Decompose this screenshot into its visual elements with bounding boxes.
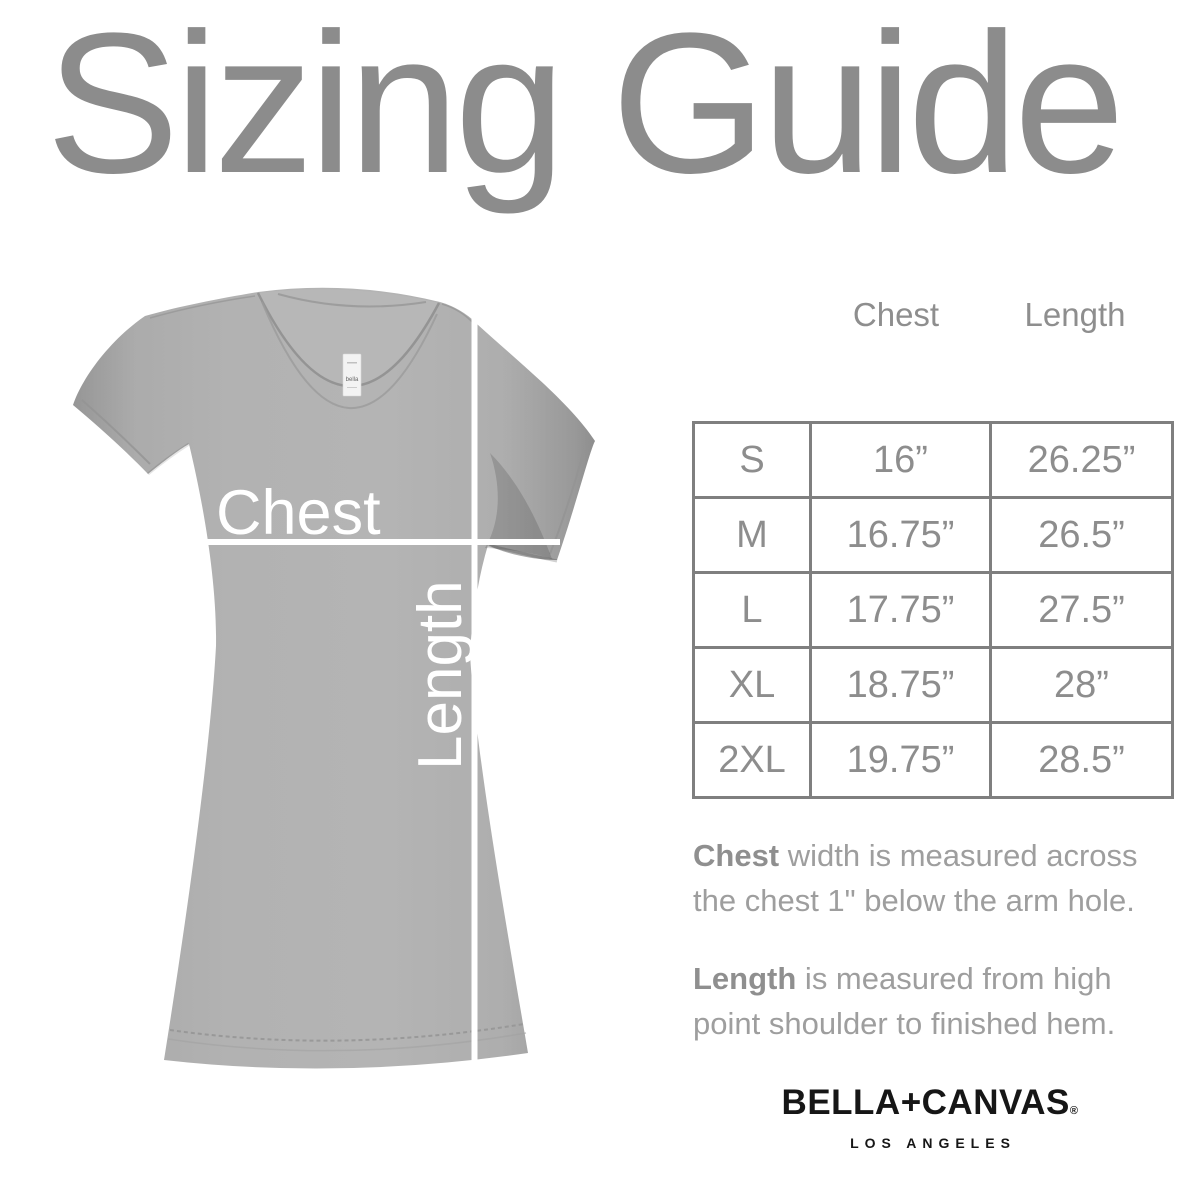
neck-tag-text: bella (345, 377, 359, 383)
length-cell: 26.25” (991, 423, 1173, 498)
chest-cell: 16.75” (811, 498, 991, 573)
size-cell: XL (694, 648, 811, 723)
registered-mark: ® (1069, 1105, 1079, 1117)
chest-note (693, 833, 1171, 923)
chest-cell: 19.75” (811, 723, 991, 798)
table-row (694, 423, 1173, 498)
table-row (694, 573, 1173, 648)
length-note (693, 956, 1171, 1046)
length-note-line1: is measured from high (796, 961, 1112, 996)
chest-cell: 16” (811, 423, 991, 498)
chest-cell: 18.75” (811, 648, 991, 723)
chest-overlay-label: Chest (216, 478, 381, 548)
chest-note-line2: the chest 1" below the arm hole. (693, 883, 1135, 918)
length-note-line2: point shoulder to finished hem. (693, 1006, 1116, 1041)
brand-logo: BELLA+CANVAS (781, 1083, 1070, 1122)
size-table (692, 421, 1174, 799)
chest-note-line1: width is measured across (779, 838, 1138, 873)
chest-note-lead: Chest (693, 838, 780, 873)
neck-tag (343, 354, 361, 396)
length-cell: 27.5” (991, 573, 1173, 648)
length-cell: 28” (991, 648, 1173, 723)
size-cell: S (694, 423, 811, 498)
table-row (694, 498, 1173, 573)
tshirt-photo (30, 278, 640, 1078)
size-cell: 2XL (694, 723, 811, 798)
measurement-notes (693, 833, 1171, 1046)
table-header-chest: Chest (852, 296, 940, 333)
table-row (694, 723, 1173, 798)
length-note-lead: Length (693, 961, 797, 996)
table-row (694, 648, 1173, 723)
size-cell: L (694, 573, 811, 648)
page-title: Sizing Guide (46, 0, 1120, 215)
brand-block (692, 1084, 1168, 1151)
length-overlay-label: Length (406, 580, 475, 770)
size-cell: M (694, 498, 811, 573)
chest-cell: 17.75” (811, 573, 991, 648)
length-cell: 26.5” (991, 498, 1173, 573)
length-cell: 28.5” (991, 723, 1173, 798)
brand-tagline: LOS ANGELES (850, 1135, 1016, 1151)
table-header-length: Length (1024, 296, 1126, 333)
